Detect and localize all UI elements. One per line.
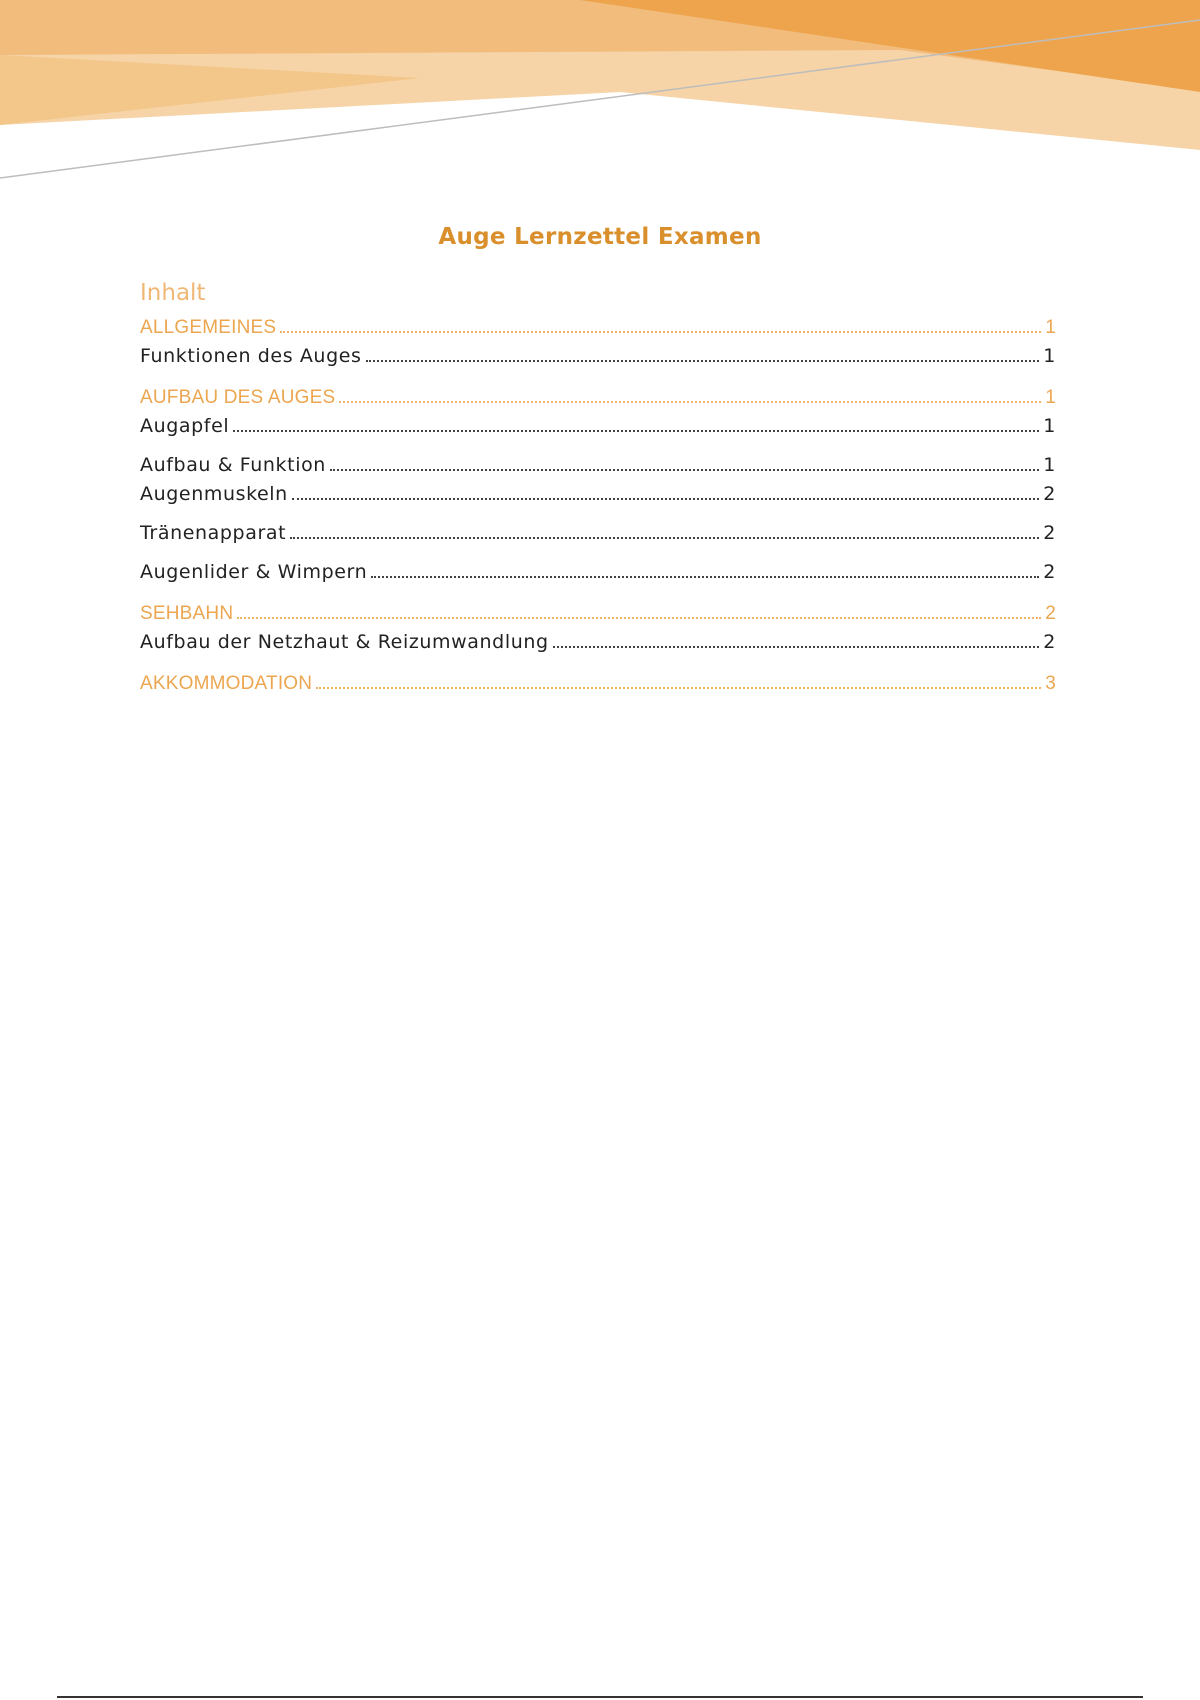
toc-entry-label: AUFBAU DES AUGES xyxy=(140,387,336,408)
dot-leader xyxy=(330,469,1039,471)
toc-entry-label: Aufbau & Funktion xyxy=(140,454,326,476)
toc-entry-label: Augenmuskeln xyxy=(140,483,288,505)
dot-leader xyxy=(553,646,1040,648)
dot-leader xyxy=(292,498,1039,500)
toc-entry-page: 2 xyxy=(1043,522,1056,544)
dot-leader xyxy=(316,687,1041,689)
toc-entry-label: ALLGEMEINES xyxy=(140,317,277,338)
header-decoration xyxy=(0,0,1200,200)
document-title: Auge Lernzettel Examen xyxy=(438,224,762,250)
table-of-contents xyxy=(140,278,1056,698)
toc-entry-page: 1 xyxy=(1043,454,1056,476)
dot-leader xyxy=(237,617,1041,619)
toc-entry[interactable] xyxy=(140,412,1056,441)
toc-entry-label: Augapfel xyxy=(140,415,230,437)
dot-leader xyxy=(290,537,1039,539)
dot-leader xyxy=(280,331,1041,333)
toc-entry[interactable] xyxy=(140,558,1056,587)
toc-entry[interactable] xyxy=(140,383,1056,412)
toc-entry-page: 3 xyxy=(1045,673,1056,694)
dot-leader xyxy=(371,576,1039,578)
toc-entry-page: 1 xyxy=(1043,415,1056,437)
toc-entry[interactable] xyxy=(140,519,1056,548)
toc-entry-page: 1 xyxy=(1043,345,1056,367)
toc-entry-label: Augenlider & Wimpern xyxy=(140,561,368,583)
toc-heading: Inhalt xyxy=(140,280,206,306)
toc-entry-page: 2 xyxy=(1043,483,1056,505)
toc-entry[interactable] xyxy=(140,480,1056,509)
toc-entry-page: 2 xyxy=(1043,631,1056,653)
toc-entry-label: Funktionen des Auges xyxy=(140,345,362,367)
dot-leader xyxy=(339,401,1041,403)
toc-entry-label: SEHBAHN xyxy=(140,603,234,624)
toc-entry-page: 2 xyxy=(1045,603,1056,624)
footer-rule xyxy=(57,1696,1143,1698)
dot-leader xyxy=(366,360,1040,362)
toc-entry-label: Aufbau der Netzhaut & Reizumwandlung xyxy=(140,631,549,653)
toc-entry[interactable] xyxy=(140,669,1056,698)
toc-entry-page: 1 xyxy=(1045,317,1056,338)
toc-entry-page: 2 xyxy=(1043,561,1056,583)
toc-entry[interactable] xyxy=(140,342,1056,371)
toc-entry[interactable] xyxy=(140,313,1056,342)
toc-entry-label: AKKOMMODATION xyxy=(140,673,313,694)
toc-entry[interactable] xyxy=(140,599,1056,628)
toc-entry[interactable] xyxy=(140,451,1056,480)
toc-entry[interactable] xyxy=(140,628,1056,657)
toc-entry-page: 1 xyxy=(1045,387,1056,408)
toc-entry-label: Tränenapparat xyxy=(140,522,287,544)
dot-leader xyxy=(233,430,1039,432)
